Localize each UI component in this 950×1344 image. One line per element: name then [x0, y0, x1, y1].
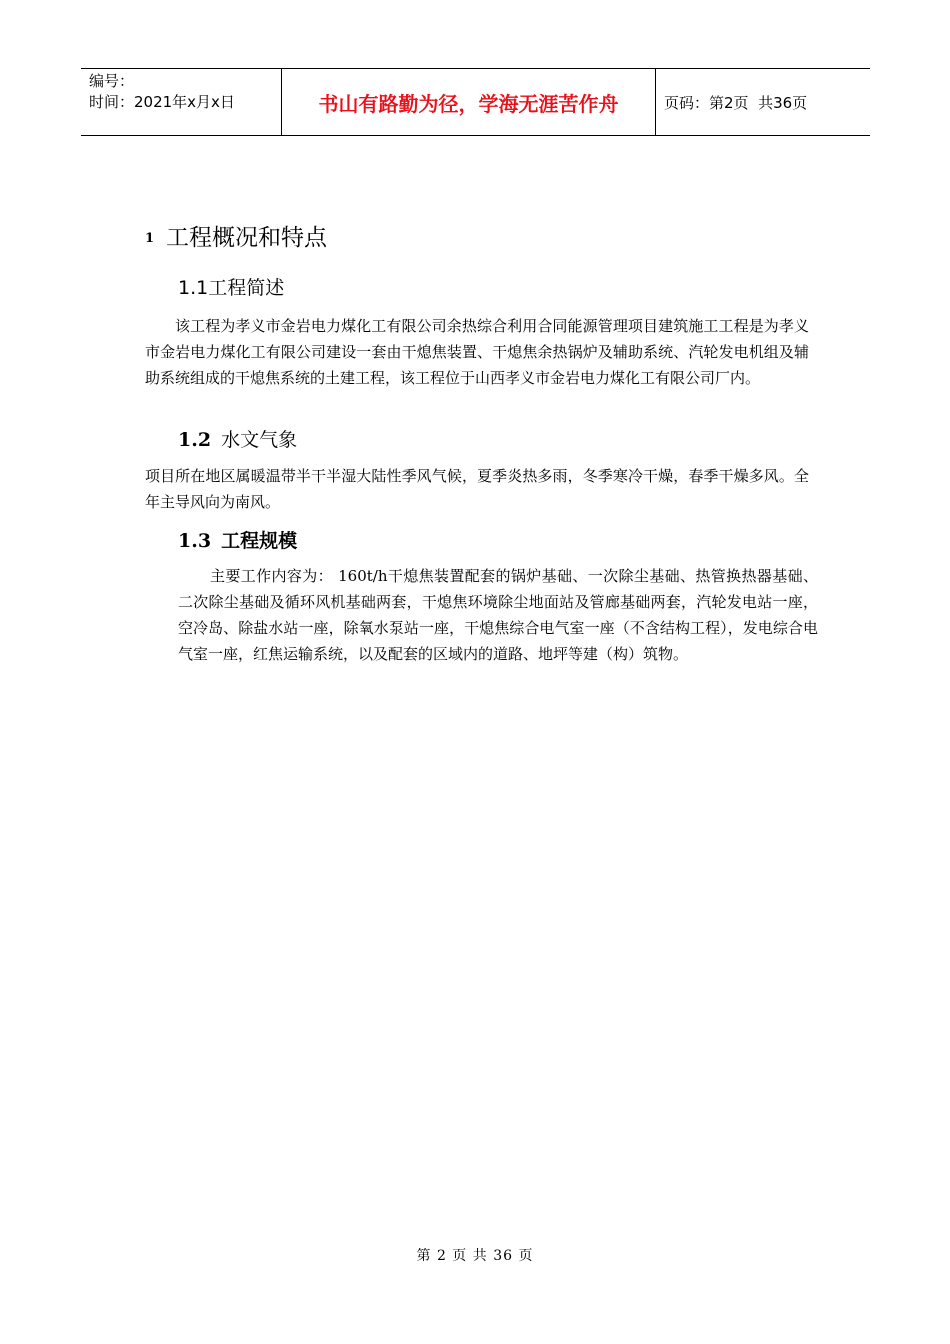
header-meta-cell — [81, 69, 282, 135]
section-1-2-title: 水文气象 — [221, 429, 298, 451]
section-1-3-heading — [178, 526, 297, 553]
page-header — [81, 68, 870, 136]
page-info: 页码：第2页 共36页 — [664, 93, 808, 112]
section-1-1-number: 1.1 — [178, 277, 209, 299]
motto-text: 书山有路勤为径，学海无涯苦作舟 — [318, 91, 619, 116]
page-footer — [0, 1245, 950, 1265]
section-1-3-title: 工程规模 — [221, 530, 298, 552]
section-1-number: 1 — [145, 231, 155, 246]
time-label: 时间：2021年x月x日 — [89, 93, 235, 111]
section-1-heading — [145, 219, 327, 252]
section-1-title: 工程概况和特点 — [166, 225, 328, 251]
section-1-1-title: 工程简述 — [208, 277, 285, 299]
header-motto-cell — [282, 69, 656, 135]
section-1-2-number: 1.2 — [178, 429, 212, 451]
section-1-2-heading — [178, 425, 297, 452]
footer-page-number: 第 2 页 共 36 页 — [416, 1248, 534, 1264]
section-1-2-body: 项目所在地区属暖温带半干半湿大陆性季风气候，夏季炎热多雨，冬季寒冷干燥，春季干燥多风。全年主导风向为南风。 — [145, 467, 809, 511]
section-1-1-heading — [178, 273, 284, 300]
section-1-1-body: 该工程为孝义市金岩电力煤化工有限公司余热综合利用合同能源管理项目建筑施工工程是为孝义市金岩电力煤化工有限公司建设一套由干熄焦装置、干熄焦余热锅炉及辅助系统、汽轮发电机组及辅助系统组成的干熄焦系统的土建工程，该工程位于山西孝义市金岩电力煤化工有限公司厂内。 — [145, 317, 809, 387]
section-1-3-body: 主要工作内容为： 160t/h干熄焦装置配套的锅炉基础、一次除尘基础、热管换热器基础、二次除尘基础及循环风机基础两套，干熄焦环境除尘地面站及管廊基础两套，汽轮发电站一座，空冷岛、除盐水站一座，除氧水泵站一座，干熄焦综合电气室一座（不含结构工程），发电综合电气室一座，红焦运输系统，以及配套的区域内的道路、地坪等建（构）筑物。 — [178, 567, 818, 663]
section-1-3-number: 1.3 — [178, 530, 212, 552]
header-page-cell — [656, 69, 870, 135]
number-label: 编号： — [89, 72, 135, 90]
